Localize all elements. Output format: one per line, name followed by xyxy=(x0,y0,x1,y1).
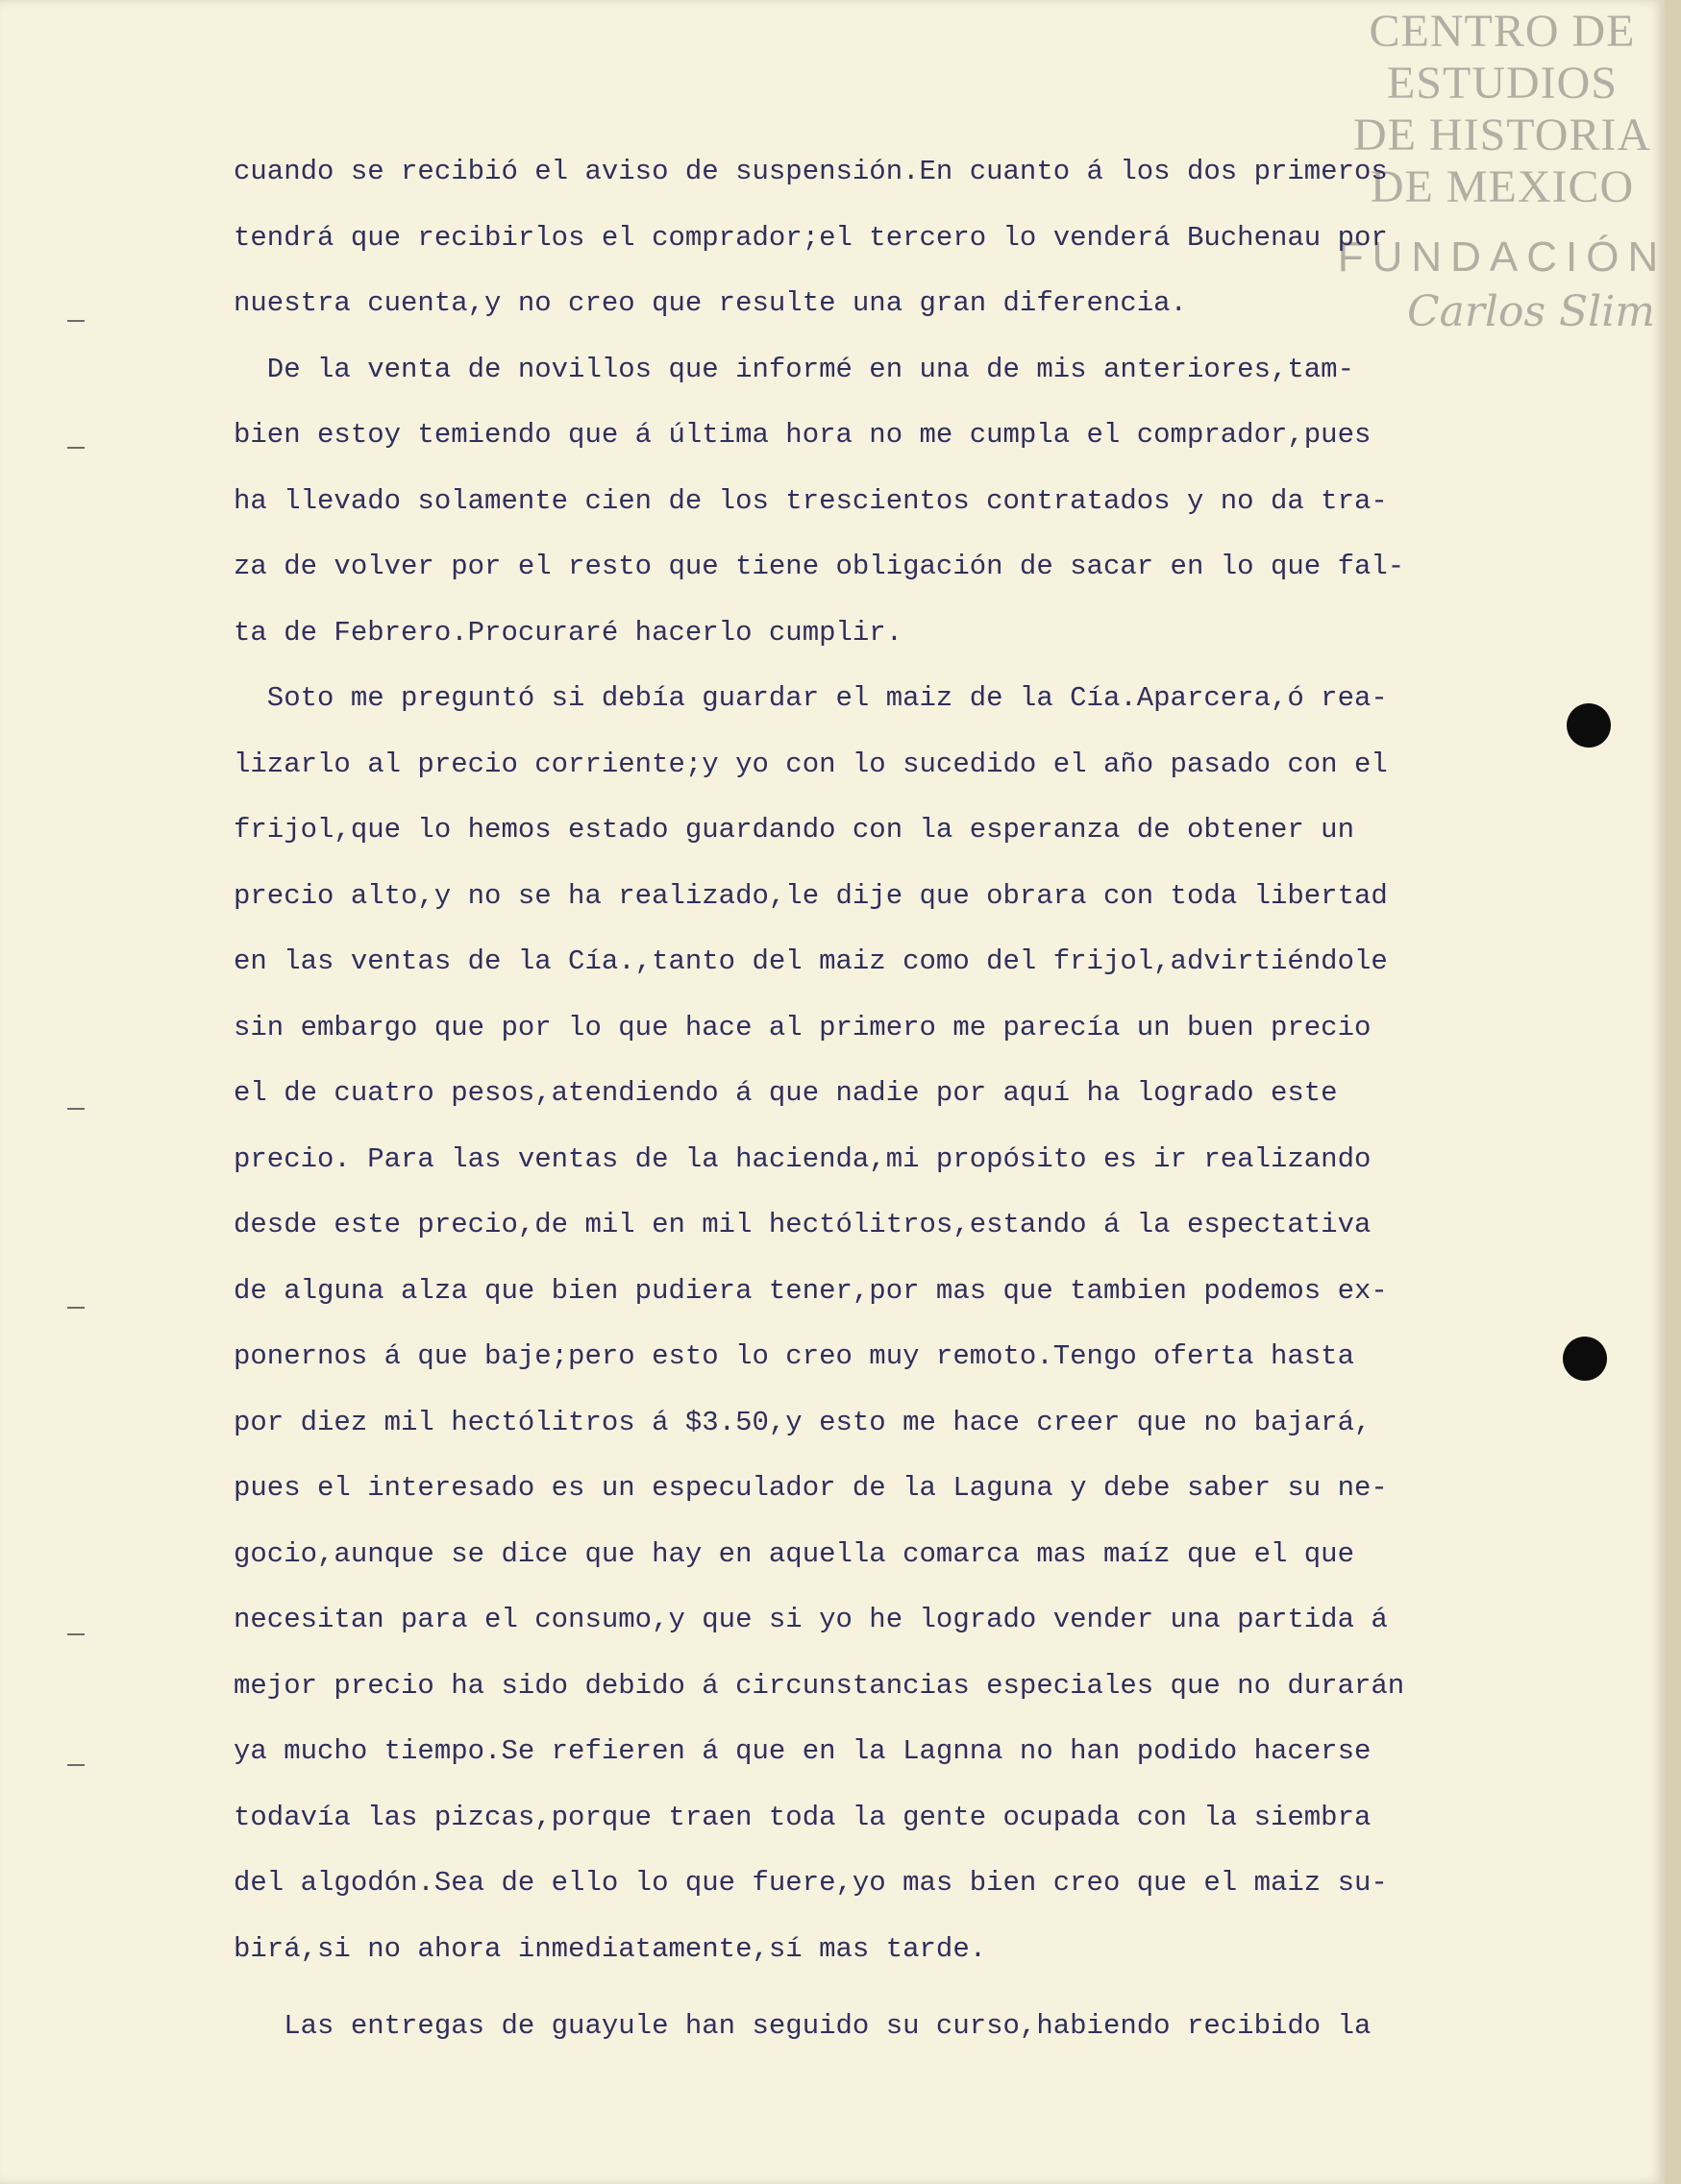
text-line: mejor precio ha sido debido á circunstancias especiales que no durarán xyxy=(234,1669,1405,1702)
margin-tick xyxy=(67,1633,85,1635)
margin-tick xyxy=(67,447,85,449)
text-line: frijol,que lo hemos estado guardando con la esperanza de obtener un xyxy=(234,814,1354,846)
text-line: en las ventas de la Cía.,tanto del maiz como del frijol,advirtiéndole xyxy=(234,945,1388,977)
watermark-line: DE MEXICO xyxy=(1370,161,1635,212)
watermark-foundation: FUNDACIÓN xyxy=(1337,233,1668,281)
text-line: necesitan para el consumo,y que si yo he logrado vender una partida á xyxy=(234,1604,1388,1635)
text-line: za de volver por el resto que tiene obligación de sacar en lo que fal- xyxy=(234,551,1405,582)
text-line: gocio,aunque se dice que hay en aquella comarca mas maíz que el que xyxy=(234,1537,1354,1570)
text-line: ta de Febrero.Procuraré hacerlo cumplir. xyxy=(234,616,903,649)
punch-hole xyxy=(1563,1337,1607,1381)
text-line: nuestra cuenta,y no creo que resulte una gran diferencia. xyxy=(234,287,1187,319)
text-line: todavía las pizcas,porque traen toda la gente ocupada con la siembra xyxy=(234,1801,1372,1833)
text-line: ha llevado solamente cien de los trescientos contratados y no da tra- xyxy=(234,484,1388,517)
text-line: desde este precio,de mil en mil hectólitros,estando á la espectativa xyxy=(234,1209,1372,1240)
text-line: cuando se recibió el aviso de suspensión.En cuanto á los dos primeros xyxy=(234,156,1388,187)
text-line: De la venta de novillos que informé en una de mis anteriores,tam- xyxy=(234,353,1354,385)
letter-body xyxy=(234,139,1627,2059)
text-line: por diez mil hectólitros á $3.50,y esto me hace creer que no bajará, xyxy=(234,1406,1372,1438)
text-line: lizarlo al precio corriente;y yo con lo sucedido el año pasado con el xyxy=(234,748,1388,780)
text-line: pues el interesado es un especulador de la Laguna y debe saber su ne- xyxy=(234,1472,1388,1504)
text-line: bien estoy temiendo que á última hora no me cumpla el comprador,pues xyxy=(234,419,1372,451)
text-line: sin embargo que por lo que hace al primero me parecía un buen precio xyxy=(234,1011,1372,1043)
text-line: el de cuatro pesos,atendiendo á que nadie por aquí ha logrado este xyxy=(234,1077,1338,1109)
text-line: ponernos á que baje;pero esto lo creo muy remoto.Tengo oferta hasta xyxy=(234,1340,1354,1372)
text-line: ya mucho tiempo.Se refieren á que en la Lagnna no han podido hacerse xyxy=(234,1735,1372,1767)
text-line: de alguna alza que bien pudiera tener,por mas que tambien podemos ex- xyxy=(234,1274,1388,1307)
watermark-line: CENTRO DE xyxy=(1369,6,1636,57)
text-line: precio. Para las ventas de la hacienda,mi propósito es ir realizando xyxy=(234,1142,1372,1175)
text-line: del algodón.Sea de ello lo que fuere,yo mas bien creo que el maiz su- xyxy=(234,1867,1388,1899)
text-line: precio alto,y no se ha realizado,le dije que obrara con toda libertad xyxy=(234,879,1388,912)
watermark-line: DE HISTORIA xyxy=(1352,110,1652,160)
margin-tick xyxy=(67,320,85,322)
text-line: tendrá que recibirlos el comprador;el tercero lo venderá Buchenau por xyxy=(234,221,1388,254)
watermark-line: ESTUDIOS xyxy=(1386,58,1618,109)
text-line: Las entregas de guayule han seguido su curso,habiendo recibido la xyxy=(234,2010,1372,2042)
watermark-signature: Carlos Slim xyxy=(1406,287,1656,336)
text-line: Soto me preguntó si debía guardar el maiz de la Cía.Aparcera,ó rea- xyxy=(234,682,1388,714)
text-line: birá,si no ahora inmediatamente,sí mas tarde. xyxy=(234,1932,987,1965)
punch-hole xyxy=(1567,703,1611,748)
margin-tick xyxy=(67,1764,85,1766)
margin-tick xyxy=(67,1108,85,1110)
margin-tick xyxy=(67,1307,85,1309)
